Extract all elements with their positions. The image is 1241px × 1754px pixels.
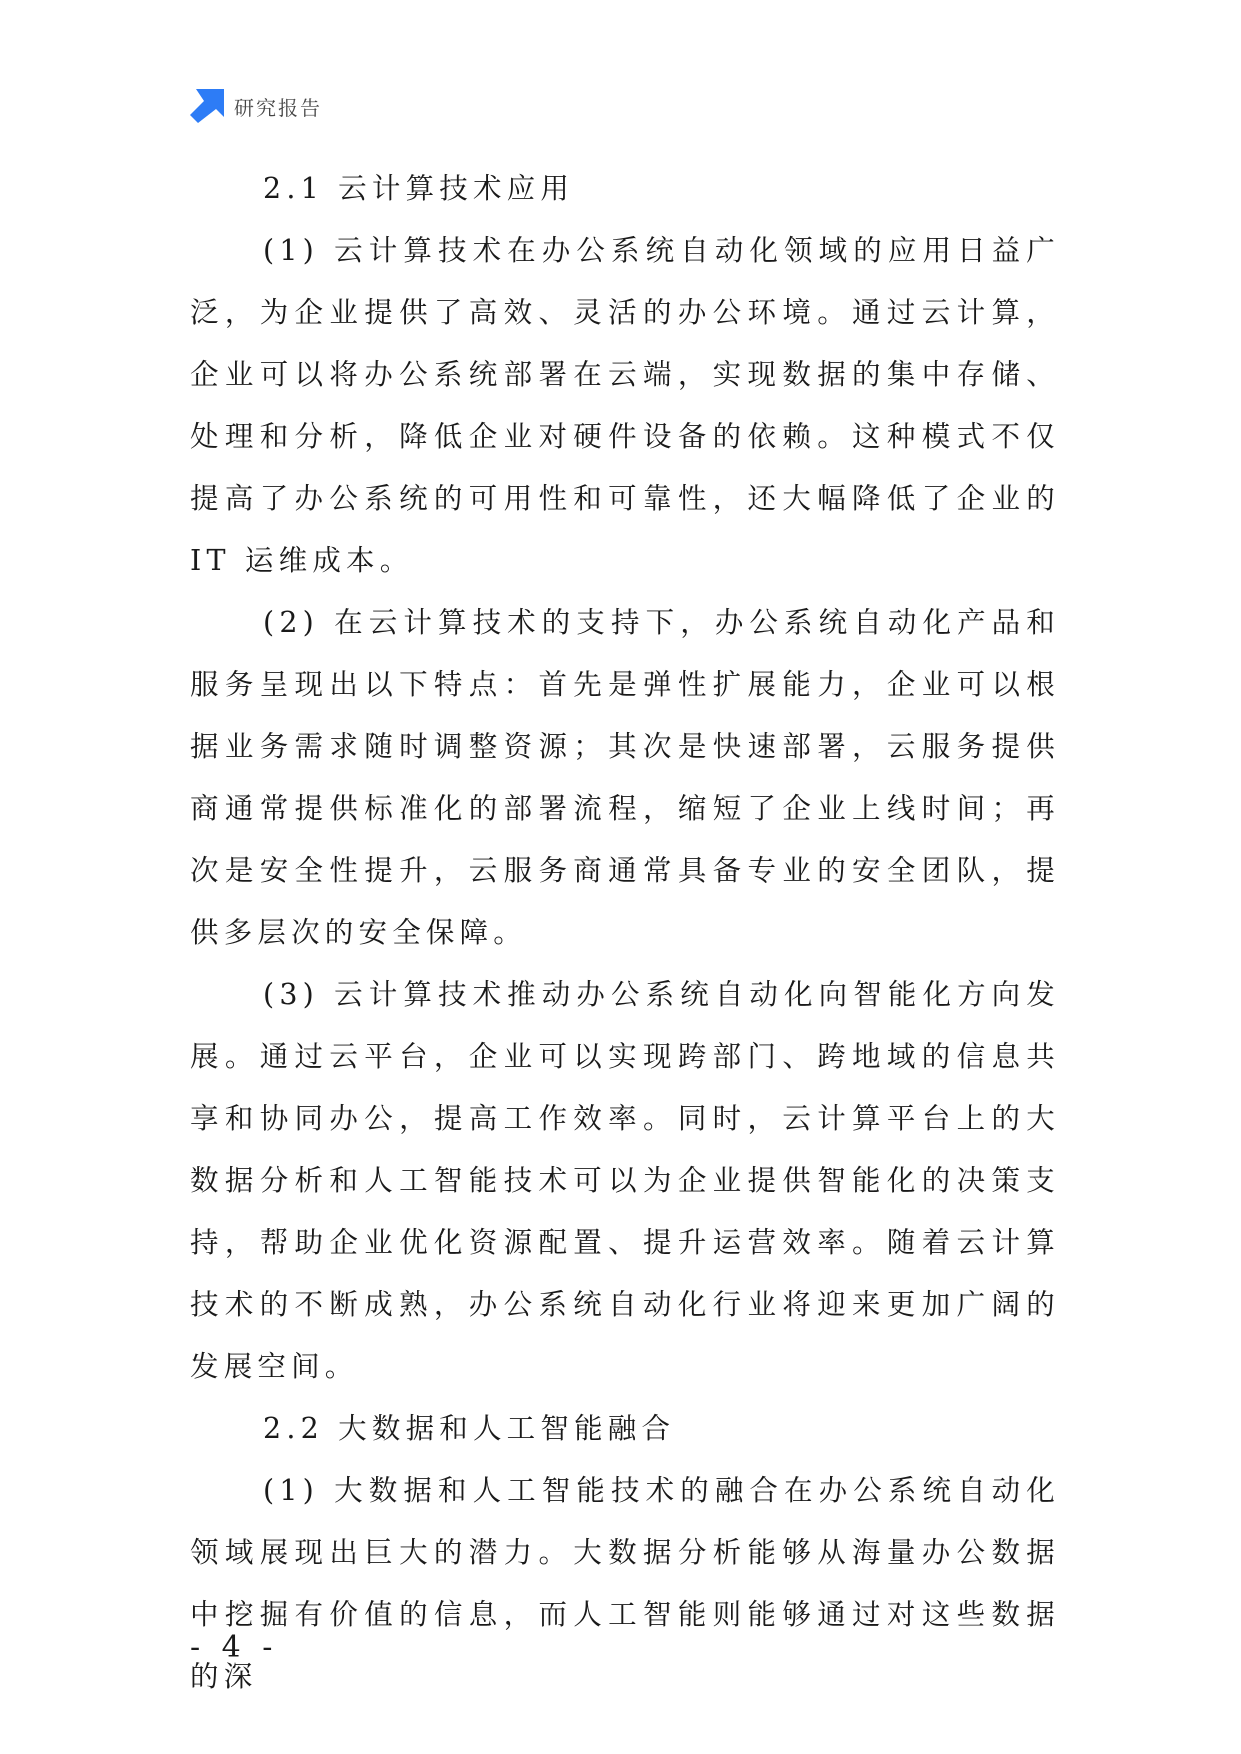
header-title: 研究报告 xyxy=(234,95,322,120)
paragraph: (3) 云计算技术推动办公系统自动化向智能化方向发展。通过云平台，企业可以实现跨部门、跨地域的信息共享和协同办公，提高工作效率。同时，云计算平台上的大数据分析和人工智能技术可以为企业提供智能化的决策支持，帮助企业优化资源配置、提升运营效率。随着云计算技术的不断成熟，办公系统自动化行业将迎来更加广阔的发展空间。 xyxy=(190,978,1060,1383)
report-header xyxy=(190,88,322,124)
arrow-up-right-icon xyxy=(190,89,224,123)
page-number: - 4 - xyxy=(190,1630,279,1665)
paragraph: (2) 在云计算技术的支持下，办公系统自动化产品和服务呈现出以下特点：首先是弹性扩展能力，企业可以根据业务需求随时调整资源；其次是快速部署，云服务提供商通常提供标准化的部署流程，缩短了企业上线时间；再次是安全性提升，云服务商通常具备专业的安全团队，提供多层次的安全保障。 xyxy=(190,606,1060,949)
paragraph: (1) 大数据和人工智能技术的融合在办公系统自动化领域展现出巨大的潜力。大数据分析能够从海量办公数据中挖掘有价值的信息，而人工智能则能够通过对这些数据的深 xyxy=(190,1474,1060,1693)
section-heading-2-2: 2.2 大数据和人工智能融合 xyxy=(263,1412,676,1445)
document-body xyxy=(190,158,1060,1708)
paragraph: (1) 云计算技术在办公系统自动化领域的应用日益广泛，为企业提供了高效、灵活的办公环境。通过云计算，企业可以将办公系统部署在云端，实现数据的集中存储、处理和分析，降低企业对硬件设备的依赖。这种模式不仅提高了办公系统的可用性和可靠性，还大幅降低了企业的 IT 运维成本。 xyxy=(190,234,1060,577)
section-heading-2-1: 2.1 云计算技术应用 xyxy=(263,172,575,205)
